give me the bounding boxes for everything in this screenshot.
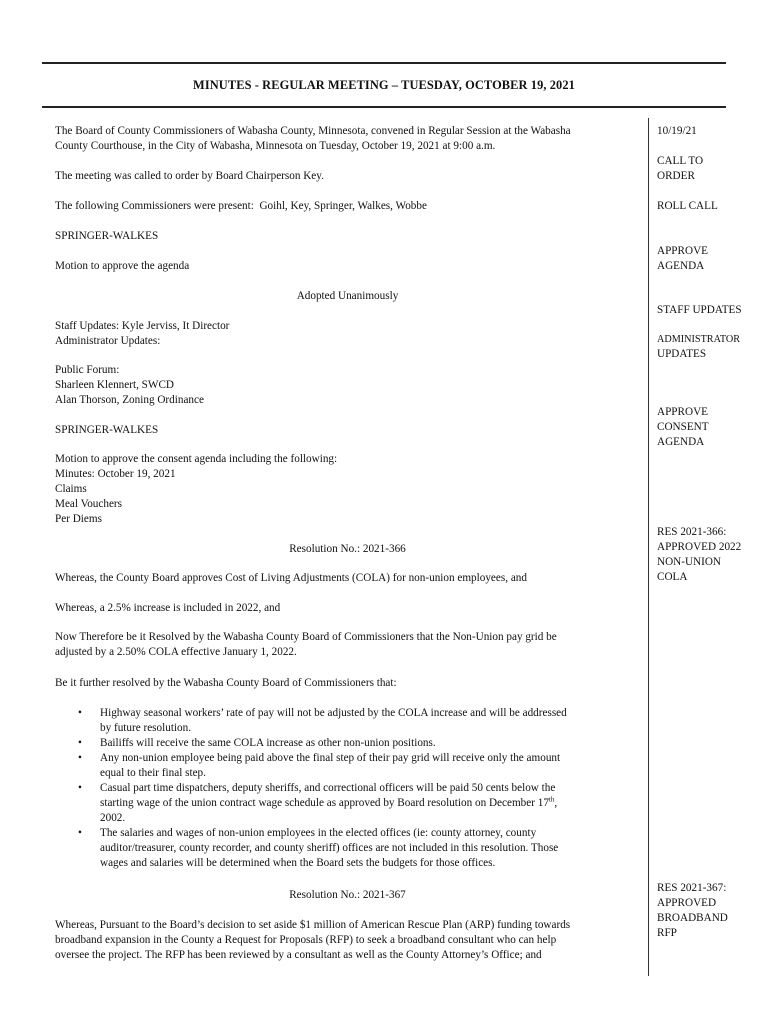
bullet-glyph: • bbox=[78, 752, 82, 764]
margin-line: BROADBAND bbox=[657, 912, 728, 924]
bullet-line: wages and salaries will be determined when the Board sets the budgets for those offices. bbox=[100, 857, 496, 869]
margin-line: RES 2021-367: bbox=[657, 882, 727, 894]
bullet-glyph: • bbox=[78, 782, 82, 794]
resolution-366-further: Be it further resolved by the Wabasha County Board of Commissioners that: bbox=[55, 677, 397, 689]
page-title: MINUTES - REGULAR MEETING – TUESDAY, OCTOBER 19, 2021 bbox=[193, 78, 575, 92]
bullet-text: starting wage of the union contract wage schedule as approved by Board resolution on December 17 bbox=[100, 797, 549, 809]
margin-line: NON-UNION bbox=[657, 556, 722, 568]
bullet-line: equal to their final step. bbox=[100, 767, 206, 779]
bullet-item bbox=[78, 736, 645, 751]
admin-updates-text: Administrator Updates: bbox=[55, 335, 161, 347]
motion-movers: SPRINGER-WALKES bbox=[55, 424, 159, 436]
top-rule bbox=[42, 62, 726, 64]
intro-line-2: County Courthouse, in the City of Wabasha, Minnesota on Tuesday, October 19, 2021 at 9:00 a.m. bbox=[55, 140, 496, 152]
margin-date: 10/19/21 bbox=[657, 125, 697, 137]
resolution-366-title: Resolution No.: 2021-366 bbox=[289, 543, 406, 555]
margin-line: UPDATES bbox=[657, 348, 707, 360]
resolution-367-line-1: Whereas, Pursuant to the Board’s decision to set aside $1 million of American Rescue Plan (ARP) funding towards bbox=[55, 919, 571, 931]
bullet-item bbox=[78, 706, 645, 736]
margin-line: APPROVED bbox=[657, 897, 717, 909]
resolution-367-line-3: oversee the project. The RFP has been reviewed by a consultant as well as the County Attorney’s Office; and bbox=[55, 949, 542, 961]
consent-item: Claims bbox=[55, 483, 87, 495]
resolution-366-whereas-1: Whereas, the County Board approves Cost of Living Adjustments (COLA) for non-union employees, and bbox=[55, 572, 527, 584]
intro-line-1: The Board of County Commissioners of Wabasha County, Minnesota, convened in Regular Session at the Wabasha bbox=[55, 125, 571, 137]
margin-line: COLA bbox=[657, 571, 688, 583]
bullet-line: 2002. bbox=[100, 812, 126, 824]
margin-approve-agenda bbox=[657, 244, 767, 274]
motion-text: Motion to approve the agenda bbox=[55, 260, 190, 272]
consent-item: Minutes: October 19, 2021 bbox=[55, 468, 176, 480]
resolution-367-title: Resolution No.: 2021-367 bbox=[289, 889, 406, 901]
bullet-line bbox=[100, 796, 645, 811]
margin-line: CALL TO bbox=[657, 155, 704, 167]
margin-line: ADMINISTRATOR bbox=[657, 334, 741, 345]
title-rule bbox=[42, 106, 726, 108]
bullet-line: Casual part time dispatchers, deputy sheriffs, and correctional officers will be paid 50 cents below the bbox=[100, 782, 556, 794]
bullet-item bbox=[78, 751, 645, 781]
bullet-glyph: • bbox=[78, 737, 82, 749]
resolution-366-bullet-list bbox=[78, 706, 645, 871]
resolution-366-resolved-2: adjusted by a 2.50% COLA effective January 1, 2022. bbox=[55, 646, 297, 658]
bullet-text: , bbox=[554, 797, 558, 809]
bullet-line: Highway seasonal workers’ rate of pay will not be adjusted by the COLA increase and will be addressed bbox=[100, 707, 567, 719]
margin-line: ORDER bbox=[657, 170, 695, 182]
adopted-text: Adopted Unanimously bbox=[296, 290, 399, 302]
bullet-line: auditor/treasurer, county recorder, and county sheriff) offices are not included in this resolution. Those bbox=[100, 842, 559, 854]
call-to-order-text: The meeting was called to order by Board Chairperson Key. bbox=[55, 170, 324, 182]
margin-line: AGENDA bbox=[657, 260, 705, 272]
bullet-line: The salaries and wages of non-union employees in the elected offices (ie: county attorney, county bbox=[100, 827, 537, 839]
margin-res-366 bbox=[657, 525, 767, 585]
margin-roll-call: ROLL CALL bbox=[657, 200, 718, 212]
public-forum-item: Sharleen Klennert, SWCD bbox=[55, 379, 174, 391]
bullet-glyph: • bbox=[78, 827, 82, 839]
bullet-glyph: • bbox=[78, 707, 82, 719]
margin-call-to-order bbox=[657, 154, 767, 184]
consent-item: Per Diems bbox=[55, 513, 102, 525]
bullet-line: Bailiffs will receive the same COLA increase as other non-union positions. bbox=[100, 737, 436, 749]
bullet-item bbox=[78, 781, 645, 826]
ordinal-suffix: th bbox=[548, 795, 555, 804]
public-forum-item: Alan Thorson, Zoning Ordinance bbox=[55, 394, 204, 406]
resolution-367-line-2: broadband expansion in the County a Request for Proposals (RFP) to seek a broadband consultant who can help bbox=[55, 934, 557, 946]
margin-line: APPROVED 2022 bbox=[657, 541, 742, 553]
margin-admin-updates bbox=[657, 332, 767, 362]
bullet-item bbox=[78, 826, 645, 871]
margin-line: CONSENT bbox=[657, 421, 709, 433]
motion-text: Motion to approve the consent agenda including the following: bbox=[55, 453, 338, 465]
margin-line: AGENDA bbox=[657, 436, 705, 448]
margin-staff-updates: STAFF UPDATES bbox=[657, 304, 742, 316]
margin-res-367 bbox=[657, 881, 767, 941]
resolution-366-resolved-1: Now Therefore be it Resolved by the Wabasha County Board of Commissioners that the Non-Union pay grid be bbox=[55, 631, 557, 643]
margin-approve-consent bbox=[657, 405, 767, 450]
margin-line: RFP bbox=[657, 927, 677, 939]
margin-line: APPROVE bbox=[657, 245, 708, 257]
motion-movers: SPRINGER-WALKES bbox=[55, 230, 159, 242]
public-forum-heading: Public Forum: bbox=[55, 364, 120, 376]
resolution-366-whereas-2: Whereas, a 2.5% increase is included in 2022, and bbox=[55, 602, 281, 614]
bullet-line: Any non-union employee being paid above the final step of their pay grid will receive only the amount bbox=[100, 752, 561, 764]
consent-item: Meal Vouchers bbox=[55, 498, 123, 510]
staff-updates-text: Staff Updates: Kyle Jerviss, It Director bbox=[55, 320, 230, 332]
margin-line: APPROVE bbox=[657, 406, 708, 418]
margin-line: RES 2021-366: bbox=[657, 526, 727, 538]
bullet-line: by future resolution. bbox=[100, 722, 192, 734]
roll-call-text: The following Commissioners were present: Goihl, Key, Springer, Walkes, Wobbe bbox=[55, 200, 427, 212]
margin-divider bbox=[648, 118, 649, 976]
